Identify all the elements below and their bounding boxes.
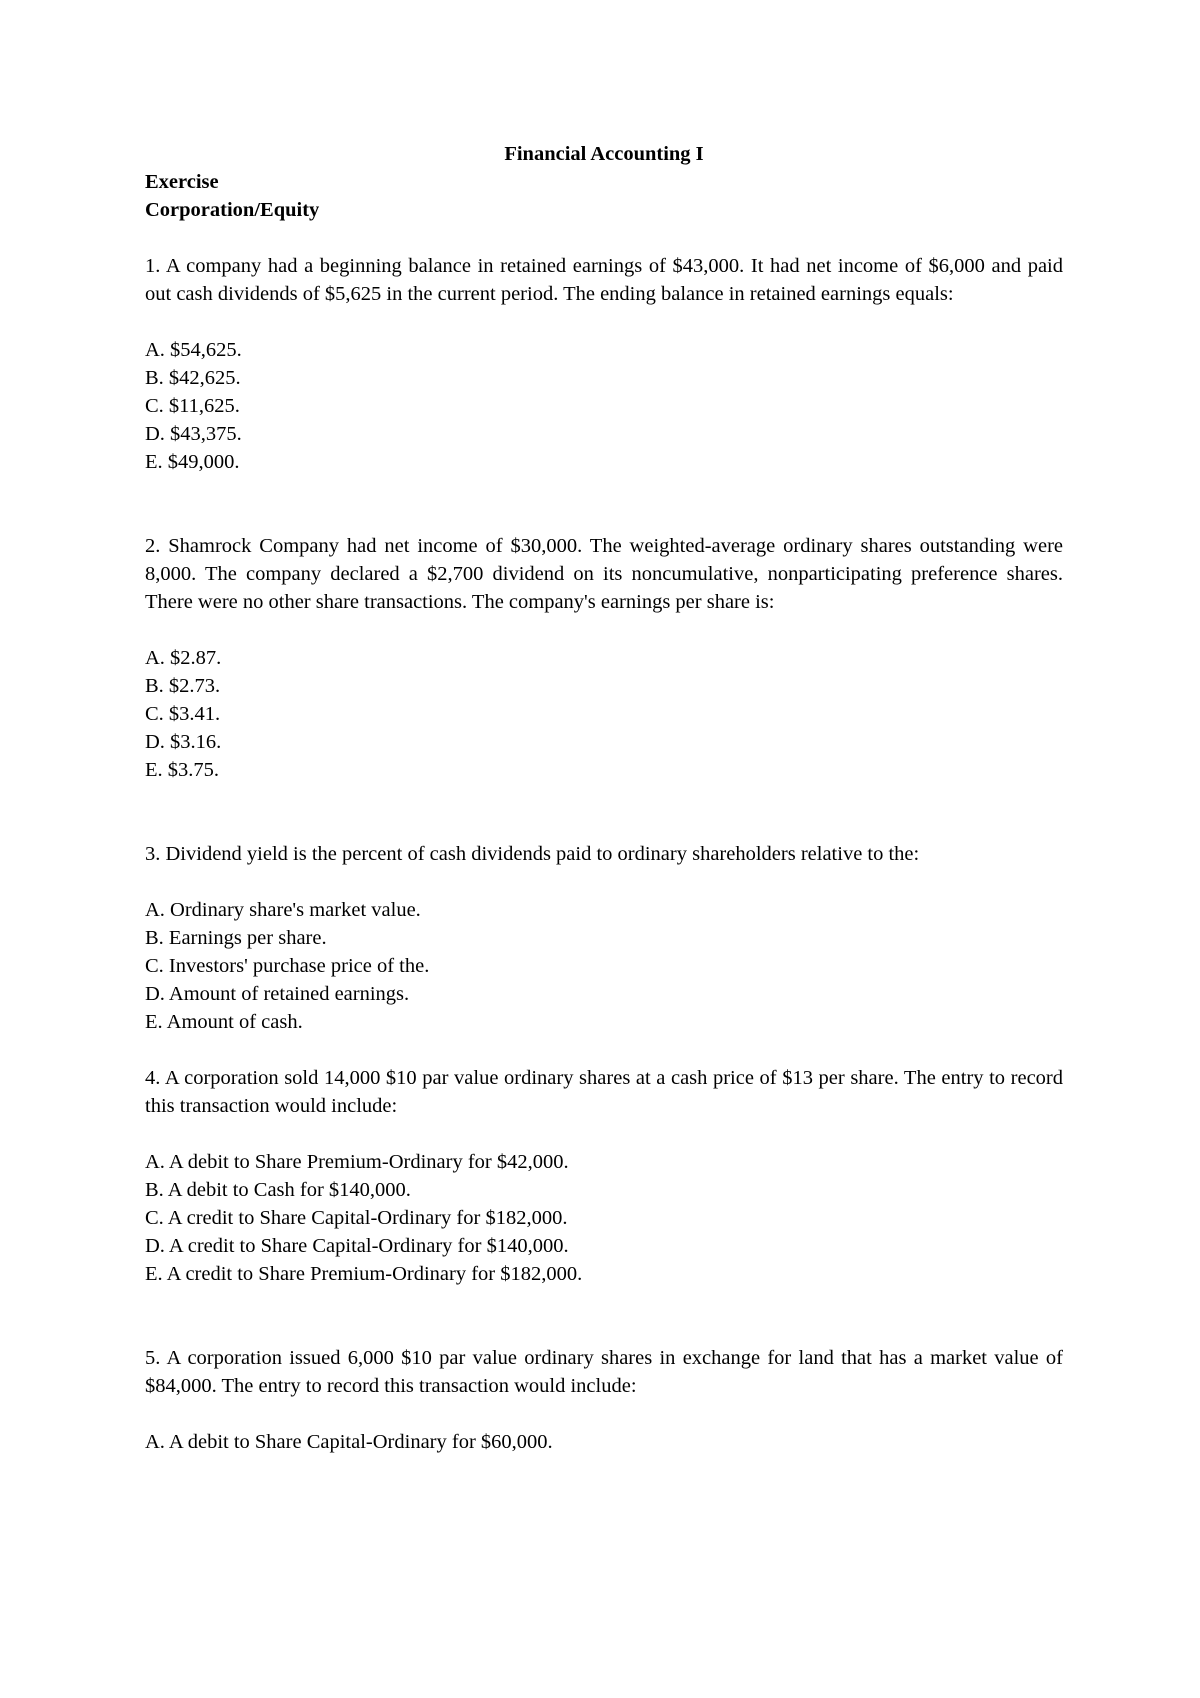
option: B. A debit to Cash for $140,000. <box>145 1179 411 1201</box>
question-3-options <box>145 896 1063 1036</box>
option: B. $2.73. <box>145 675 221 697</box>
option: D. $43,375. <box>145 423 242 445</box>
question-4-options <box>145 1148 1063 1288</box>
option: B. $42,625. <box>145 367 241 389</box>
question-1-options <box>145 336 1063 476</box>
exercise-heading: Exercise <box>145 171 219 193</box>
question-4: 4. A corporation sold 14,000 $10 par value ordinary shares at a cash price of $13 per share. The entry to record this transaction would include: <box>145 1067 1063 1117</box>
option: A. $2.87. <box>145 647 222 669</box>
option: C. Investors' purchase price of the. <box>145 955 430 977</box>
option: D. A credit to Share Capital-Ordinary for $140,000. <box>145 1235 569 1257</box>
option: B. Earnings per share. <box>145 927 327 949</box>
question-2: 2. Shamrock Company had net income of $30,000. The weighted-average ordinary shares outstanding were 8,000. The company declared a $2,700 dividend on its noncumulative, nonparticipating preference shares. There were no other share transactions. The company's earnings per share is: <box>145 535 1063 613</box>
option: A. A debit to Share Capital-Ordinary for $60,000. <box>145 1431 553 1453</box>
option: D. $3.16. <box>145 731 222 753</box>
option: E. Amount of cash. <box>145 1011 303 1033</box>
option: E. $3.75. <box>145 759 220 781</box>
option: A. A debit to Share Premium-Ordinary for $42,000. <box>145 1151 569 1173</box>
option: C. A credit to Share Capital-Ordinary for $182,000. <box>145 1207 568 1229</box>
option: C. $3.41. <box>145 703 221 725</box>
document-page <box>145 140 1063 1456</box>
topic-heading: Corporation/Equity <box>145 199 320 221</box>
option: E. $49,000. <box>145 451 240 473</box>
question-3: 3. Dividend yield is the percent of cash dividends paid to ordinary shareholders relative to the: <box>145 843 920 865</box>
question-5-options <box>145 1428 1063 1456</box>
option: E. A credit to Share Premium-Ordinary for $182,000. <box>145 1263 583 1285</box>
question-5: 5. A corporation issued 6,000 $10 par value ordinary shares in exchange for land that has a market value of $84,000. The entry to record this transaction would include: <box>145 1347 1063 1397</box>
option: D. Amount of retained earnings. <box>145 983 410 1005</box>
option: A. Ordinary share's market value. <box>145 899 421 921</box>
option: C. $11,625. <box>145 395 240 417</box>
document-title: Financial Accounting I <box>504 143 704 165</box>
question-1: 1. A company had a beginning balance in retained earnings of $43,000. It had net income of $6,000 and paid out cash dividends of $5,625 in the current period. The ending balance in retained earnings equals: <box>145 255 1063 305</box>
question-2-options <box>145 644 1063 784</box>
option: A. $54,625. <box>145 339 242 361</box>
